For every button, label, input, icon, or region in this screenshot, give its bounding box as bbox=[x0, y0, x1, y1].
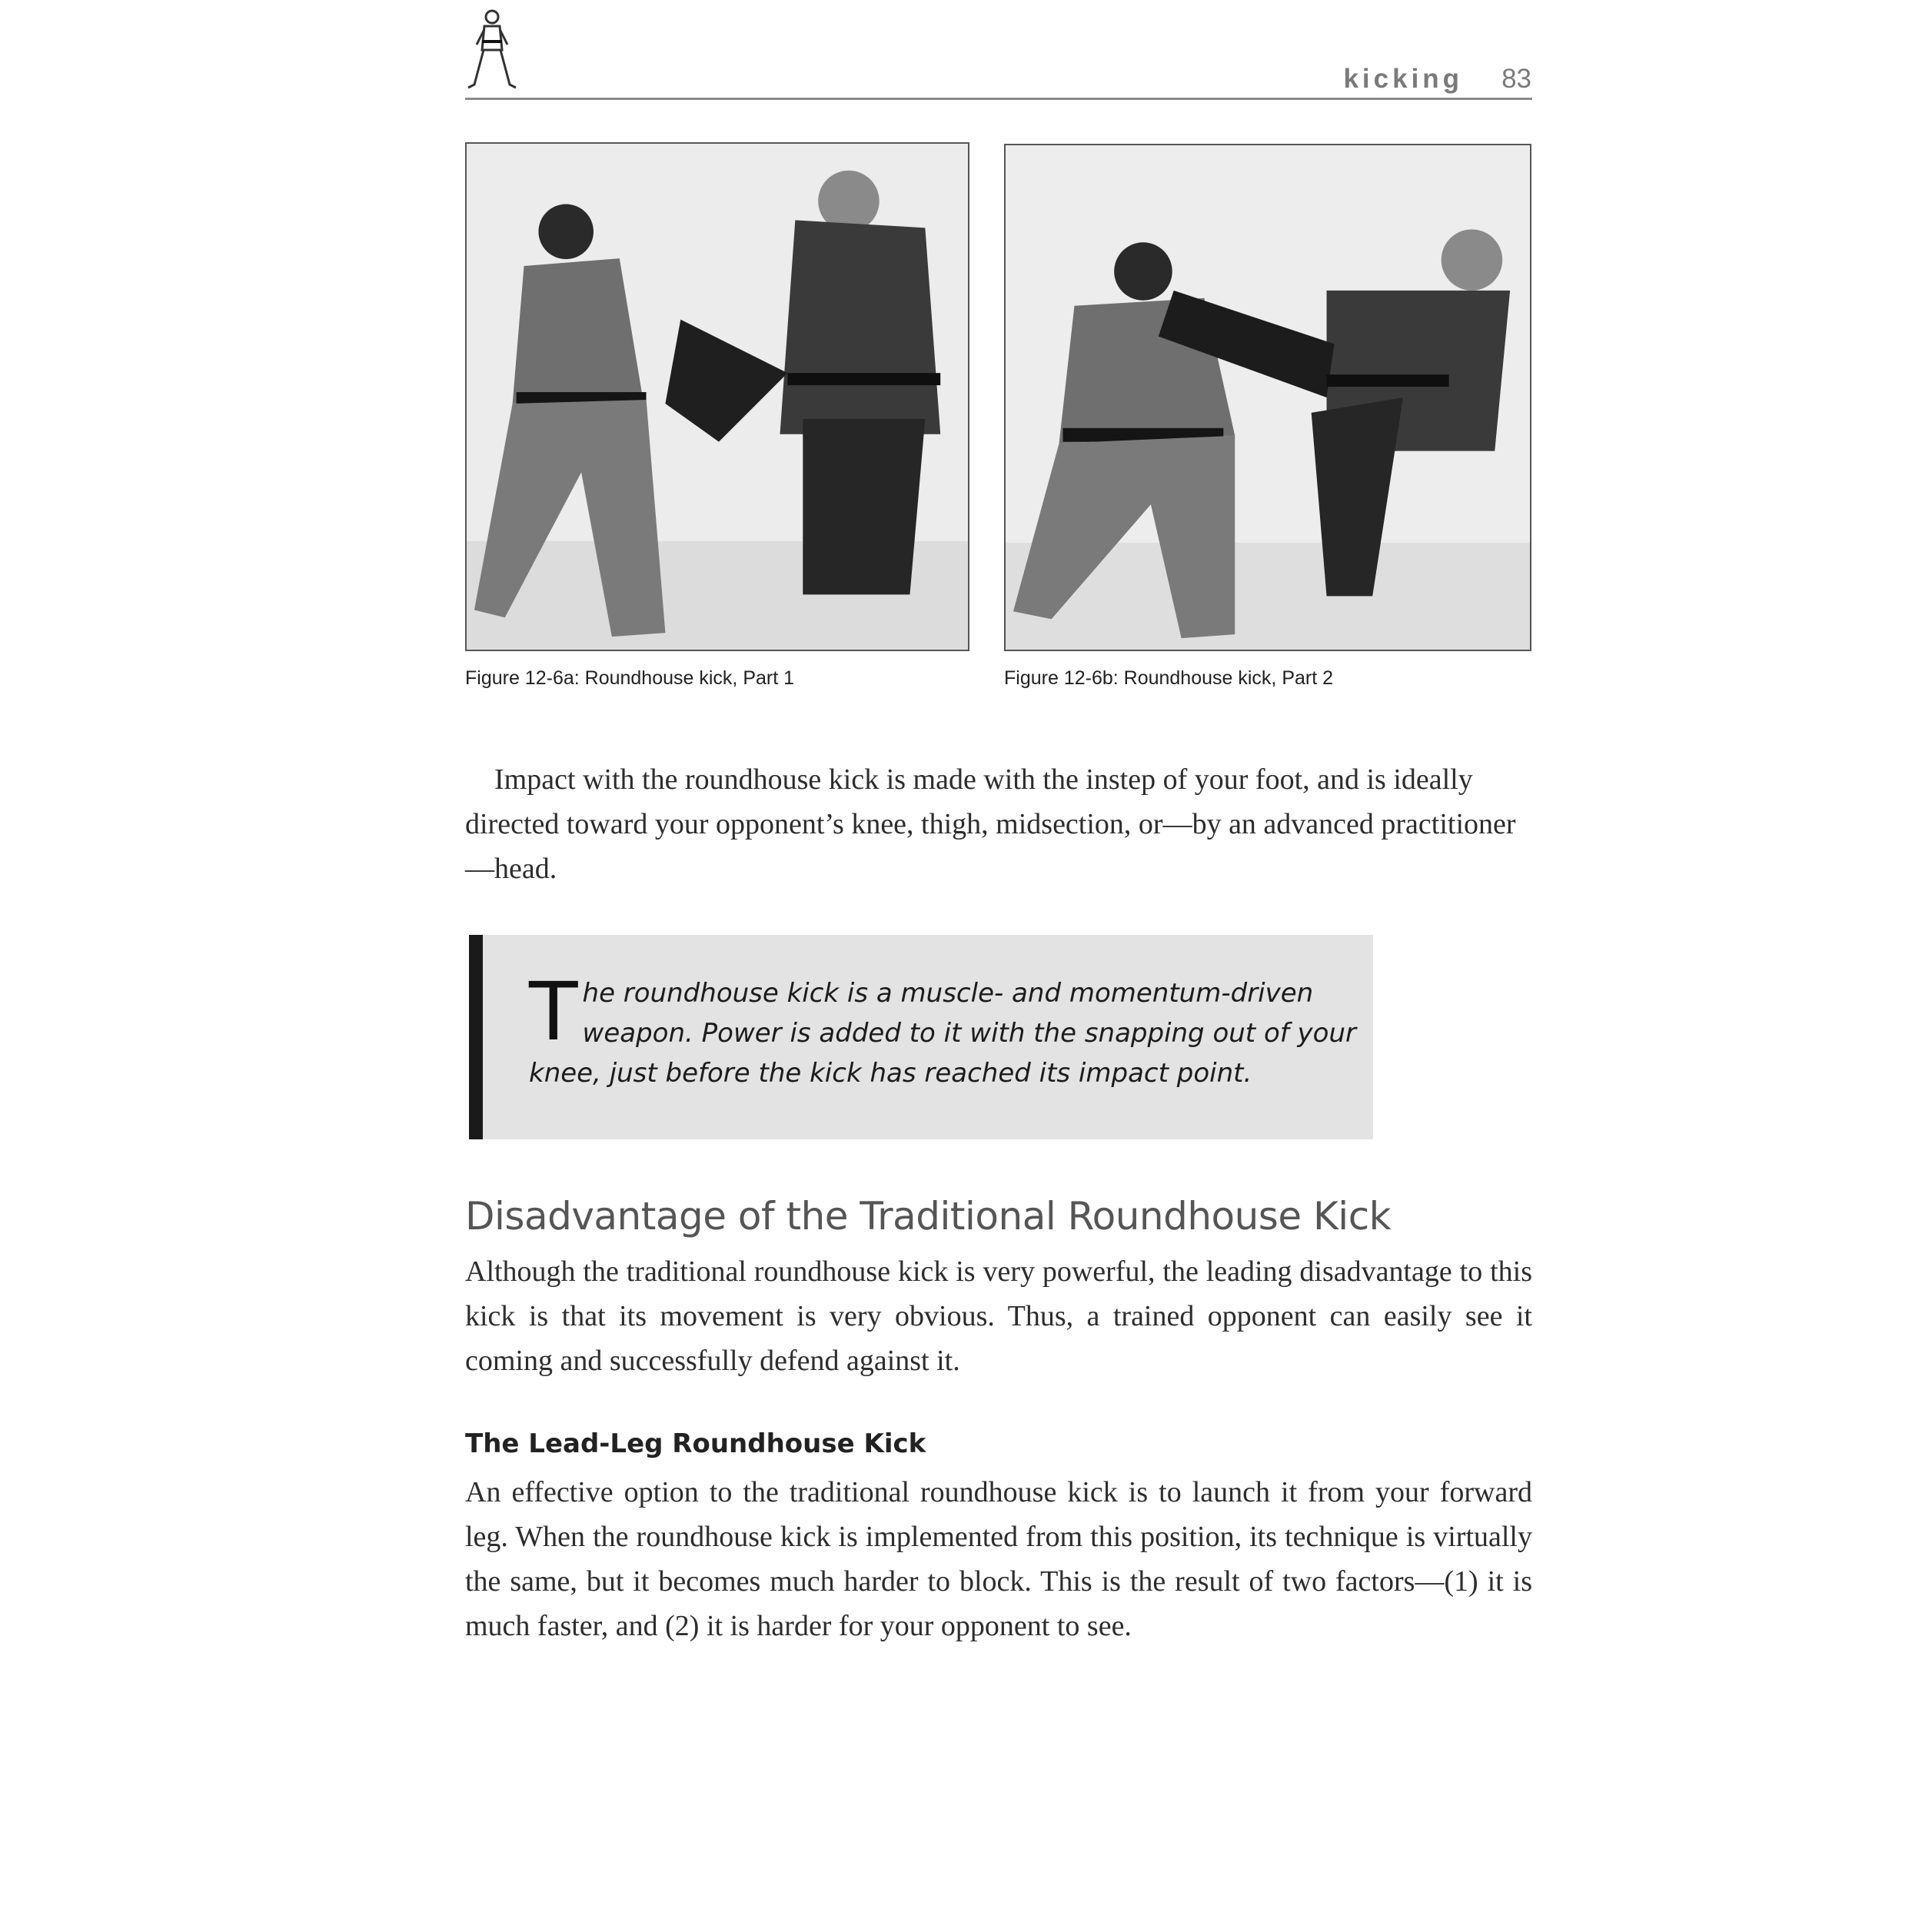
figure-photo-part-1 bbox=[465, 142, 969, 651]
subheading-lead-leg: The Lead-Leg Roundhouse Kick bbox=[465, 1428, 926, 1459]
section-name: kicking bbox=[1343, 64, 1464, 94]
tip-body: he roundhouse kick is a muscle- and momentum-driven weapon. Power is added to it with the snapping out of your knee, just before the kick has reached its impact point. bbox=[529, 978, 1356, 1089]
figure-photo-part-2 bbox=[1004, 144, 1531, 651]
figure-caption-part-1: Figure 12-6a: Roundhouse kick, Part 1 bbox=[465, 667, 795, 689]
tip-dropcap: T bbox=[529, 965, 578, 1059]
martial-artist-icon bbox=[465, 8, 519, 92]
header-rule bbox=[465, 98, 1532, 100]
figure-caption-part-2: Figure 12-6b: Roundhouse kick, Part 2 bbox=[1004, 667, 1334, 689]
body-paragraph-disadvantage: Although the traditional roundhouse kick is very powerful, the leading disadvantage to this kick is that its movement is very obvious. Thus, a trained opponent can easily see it coming and successfully defend against it. bbox=[465, 1255, 1532, 1377]
body-paragraph-lead-leg: An effective option to the traditional roundhouse kick is to launch it from your forward leg. When the roundhouse kick is implemented from this position, its technique is virtually the same, but it becomes much harder to block. This is the result of two factors—(1) it is much faster, and (2) it is harder for your opponent to see. bbox=[465, 1476, 1532, 1642]
running-head bbox=[1307, 60, 1531, 98]
body-paragraph-impact: Impact with the roundhouse kick is made with the instep of your foot, and is ideally directed toward your opponent’s knee, thigh, midsection, or—by an advanced practitioner—head. bbox=[465, 763, 1516, 885]
section-heading: Disadvantage of the Traditional Roundhouse Kick bbox=[465, 1194, 1392, 1239]
tip-box bbox=[469, 935, 1373, 1139]
page-number: 83 bbox=[1501, 64, 1531, 94]
tip-text bbox=[529, 965, 1359, 1093]
